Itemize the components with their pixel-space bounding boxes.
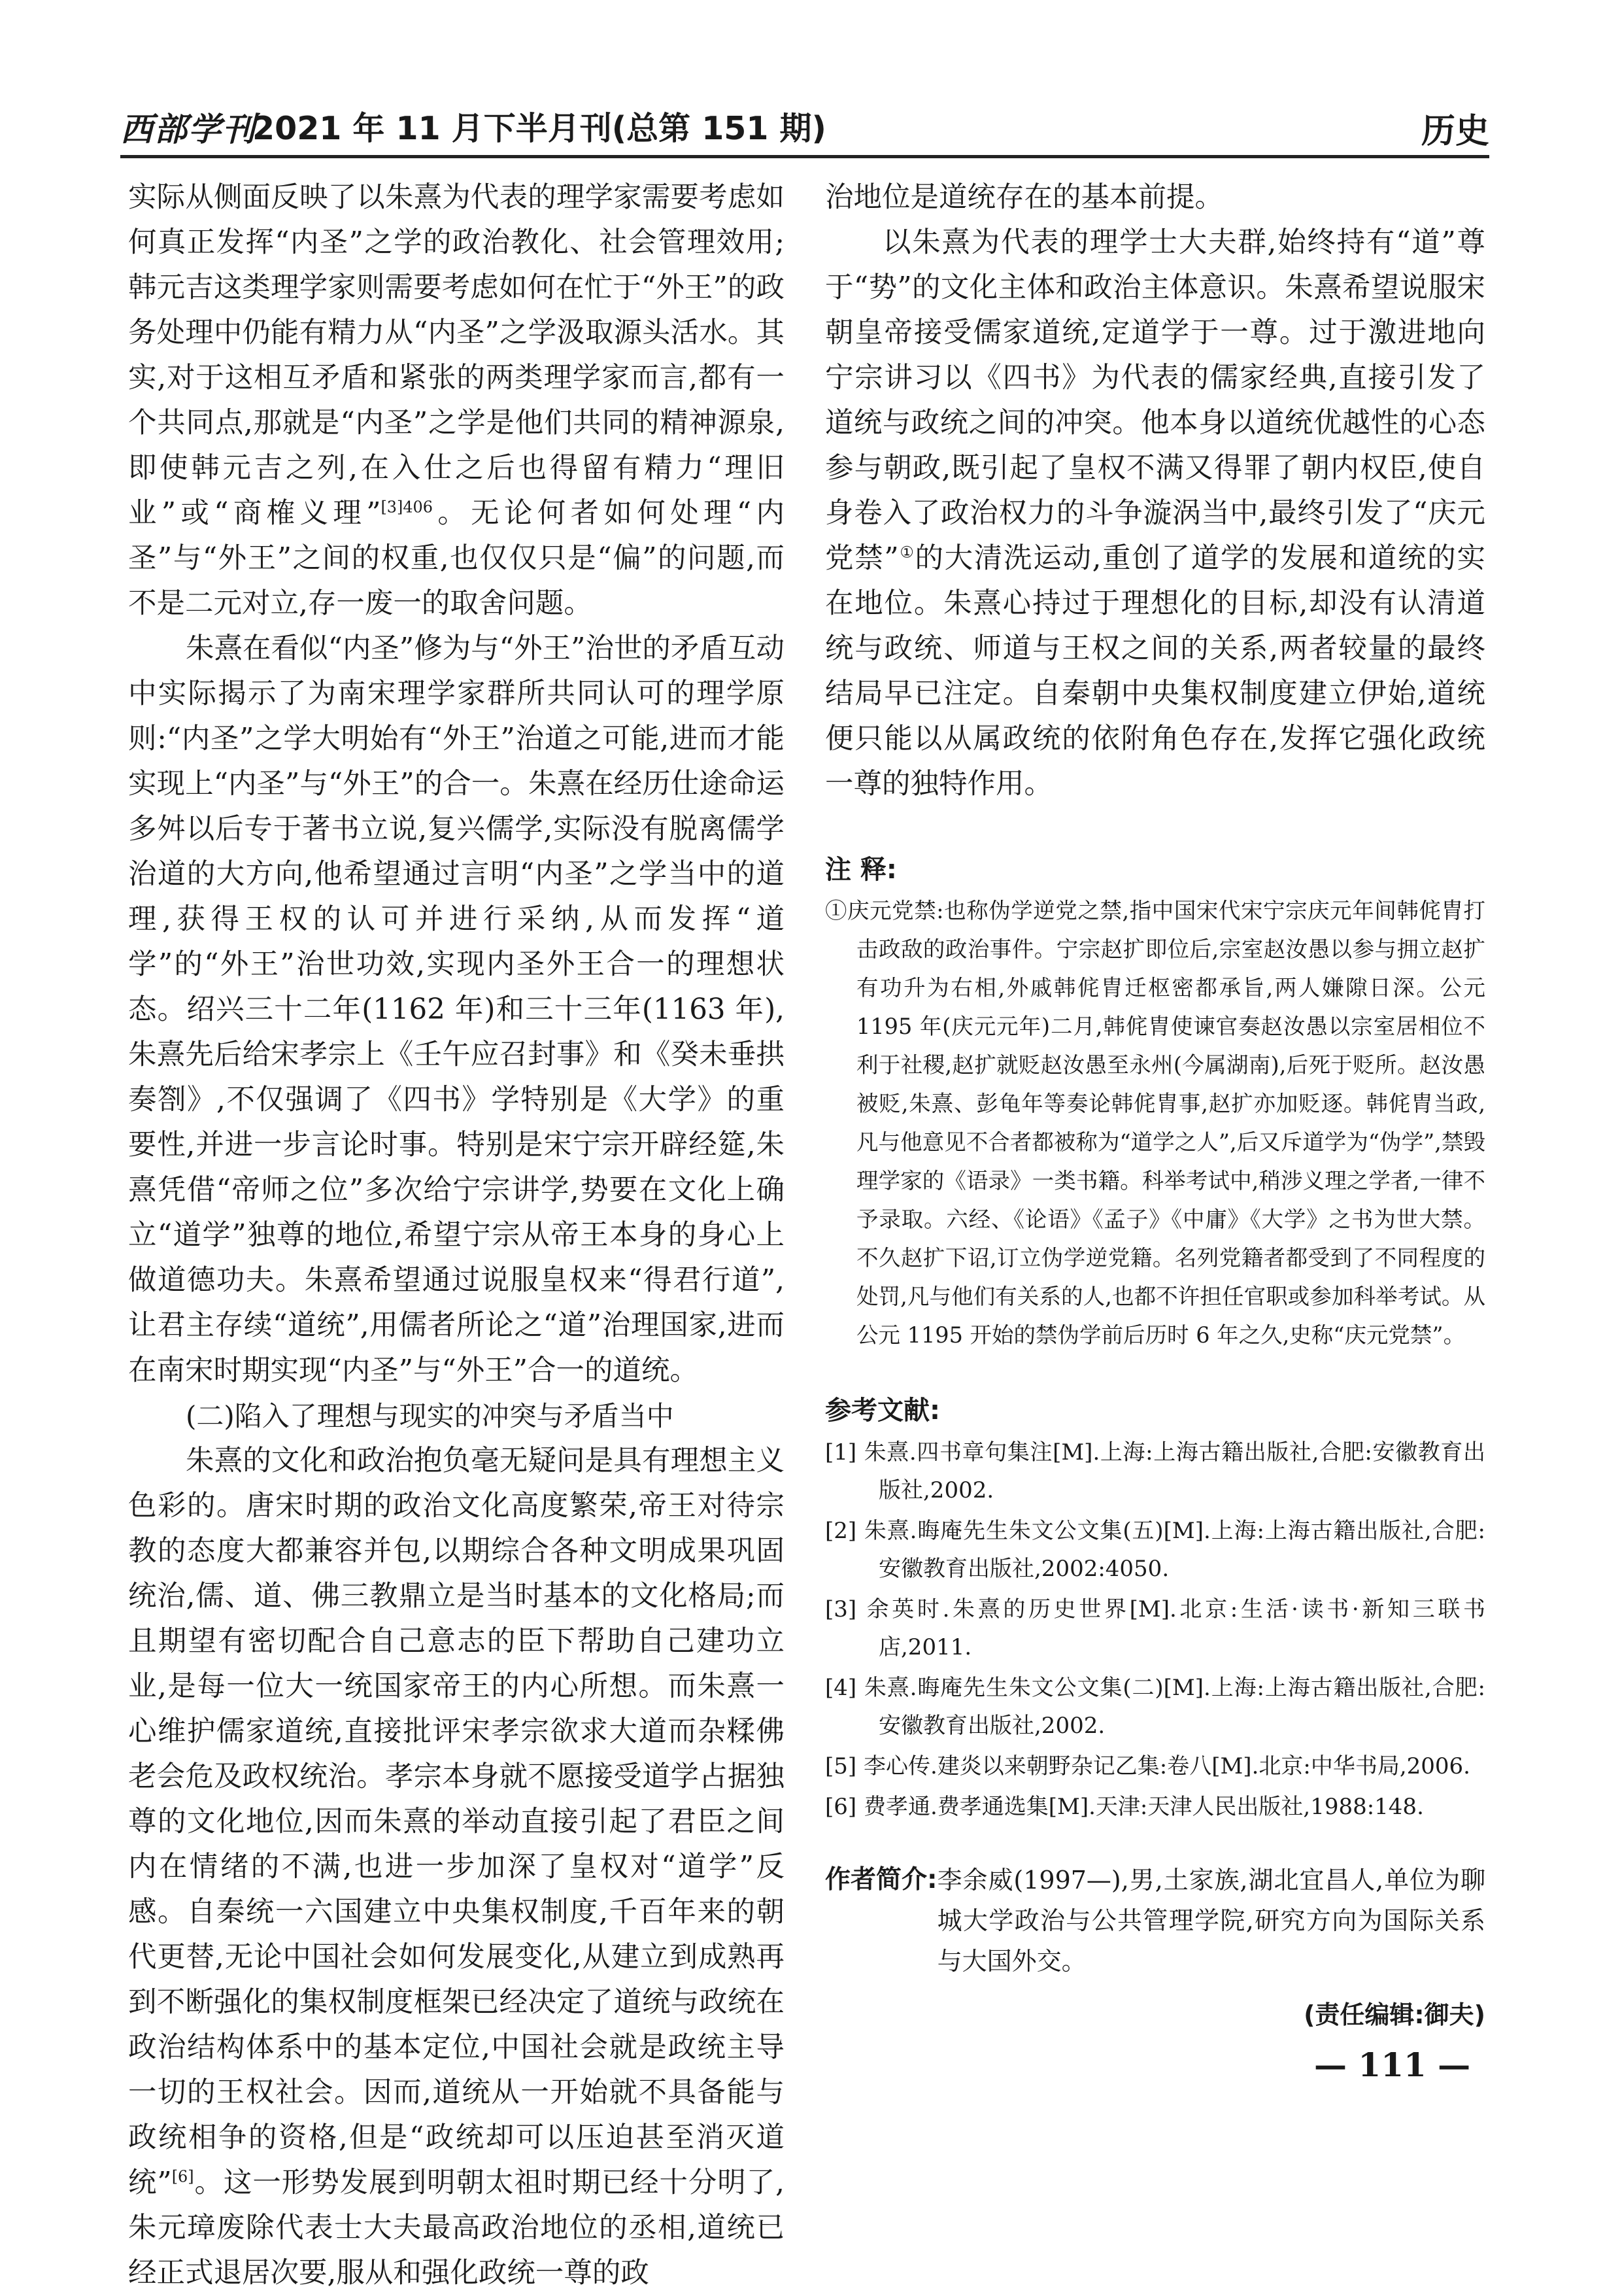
reference-item: [2] 朱熹.晦庵先生朱文公文集(五)[M].上海:上海古籍出版社,合肥:安徽教育出版社,2002:4050.: [825, 1518, 1485, 1582]
paragraph-text: 。这一形势发展到明朝太祖时期已经十分明了,朱元璋废除代表士大夫最高政治地位的丞相,道统已经正式退居次要,服从和强化政统一尊的政: [128, 2167, 785, 2289]
right-column: [825, 175, 1485, 2030]
section-name: 历史: [1421, 112, 1489, 151]
page-number: — 111 —: [1314, 2046, 1471, 2084]
author-bio: [825, 1860, 1485, 1981]
references-section: [825, 1390, 1485, 1826]
editor-credit: (责任编辑:御夫): [1304, 2000, 1485, 2029]
notes-title: 注 释:: [825, 855, 897, 885]
page-header: [120, 98, 1489, 149]
reference-item: [6] 费孝通.费孝通选集[M].天津:天津人民出版社,1988:148.: [825, 1794, 1424, 1820]
author-bio-text: 李余威(1997—),男,土家族,湖北宜昌人,单位为聊城大学政治与公共管理学院,研究方向为国际关系与大国外交。: [937, 1866, 1485, 1976]
citation-mark: [6]: [171, 2167, 194, 2186]
footnote: ①庆元党禁:也称伪学逆党之禁,指中国宋代宋宁宗庆元年间韩侂胄打击政敌的政治事件。宁宗赵扩即位后,宗室赵汝愚以参与拥立赵扩有功升为右相,外戚韩侂胄迁枢密都承旨,两人嫌隙日深。公元 1195 年(庆元元年)二月,韩侂胄使谏官奏赵汝愚以宗室居相位不利于社稷,赵扩就贬赵汝愚至永州(今属湖南),后死于贬所。赵汝愚被贬,朱熹、彭龟年等奏论韩侂胄事,赵扩亦加贬逐。韩侂胄当政,凡与他意见不合者都被称为“道学之人”,后又斥道学为“伪学”,禁毁理学家的《语录》一类书籍。科举考试中,稍涉义理之学者,一律不予录取。六经、《论语》《孟子》《中庸》《大学》之书为世大禁。不久赵扩下诏,订立伪学逆党籍。名列党籍者都受到了不同程度的处罚,凡与他们有关系的人,也都不许担任官职或参加科举考试。从公元 1195 开始的禁伪学前后历时 6 年之久,史称“庆元党禁”。: [825, 898, 1485, 1348]
footnote-mark: ①: [898, 543, 915, 562]
reference-item: [5] 李心传.建炎以来朝野杂记乙集:卷八[M].北京:中华书局,2006.: [825, 1753, 1470, 1779]
paragraph-text: 朱熹的文化和政治抱负毫无疑问是具有理想主义色彩的。唐宋时期的政治文化高度繁荣,帝王对待宗教的态度大都兼容并包,以期综合各种文明成果巩固统治,儒、道、佛三教鼎立是当时基本的文化格局;而且期望有密切配合自己意志的臣下帮助自己建功立业,是每一位大一统国家帝王的内心所想。而朱熹一心维护儒家道统,直接批评宋孝宗欲求大道而杂糅佛老会危及政权统治。孝宗本身就不愿接受道学占据独尊的文化地位,因而朱熹的举动直接引起了君臣之间内在情绪的不满,也进一步加深了皇权对“道学”反感。自秦统一六国建立中央集权制度,千百年来的朝代更替,无论中国社会如何发展变化,从建立到成熟再到不断强化的集权制度框架已经决定了道统与政统在政治结构体系中的基本定位,中国社会就是政统主导一切的王权社会。因而,道统从一开始就不具备能与政统相争的资格,但是“政统却可以压迫甚至消灭道统”: [128, 1445, 785, 2199]
paragraph-text: 。无论何者如何处理“内圣”与“外王”之间的权重,也仅仅只是“偏”的问题,而不是二元对立,存一废一的取舍问题。: [128, 497, 785, 620]
reference-item: [1] 朱熹.四书章句集注[M].上海:上海古籍出版社,合肥:安徽教育出版社,2002.: [825, 1439, 1485, 1503]
notes-section: [825, 849, 1485, 1354]
author-bio-label: 作者简介:: [825, 1865, 938, 1894]
paragraph: [128, 175, 785, 626]
subsection-heading: (二)陷入了理想与现实的冲突与矛盾当中: [186, 1400, 674, 1432]
paragraph-text: 以朱熹为代表的理学士大夫群,始终持有“道”尊于“势”的文化主体和政治主体意识。朱熹希望说服宋朝皇帝接受儒家道统,定道学于一尊。过于激进地向宁宗讲习以《四书》为代表的儒家经典,直接引发了道统与政统之间的冲突。他本身以道统优越性的心态参与朝政,既引起了皇权不满又得罪了朝内权臣,使自身卷入了政治权力的斗争漩涡当中,最终引发了“庆元党禁”: [825, 226, 1485, 575]
journal-logo: 西部学刊: [120, 110, 256, 148]
reference-item: [3] 余英时.朱熹的历史世界[M].北京:生活·读书·新知三联书店,2011.: [825, 1596, 1485, 1660]
journal-issue: 2021 年 11 月下半月刊(总第 151 期): [252, 110, 826, 147]
reference-list: [825, 1433, 1485, 1826]
left-column: [128, 175, 785, 2296]
paragraph-text: 实际从侧面反映了以朱熹为代表的理学家需要考虑如何真正发挥“内圣”之学的政治教化、社会管理效用;韩元吉这类理学家则需要考虑如何在忙于“外王”的政务处理中仍能有精力从“内圣”之学汲取源头活水。其实,对于这相互矛盾和紧张的两类理学家而言,都有一个共同点,那就是“内圣”之学是他们共同的精神源泉,即使韩元吉之列,在入仕之后也得留有精力“理旧业”或“商榷义理”: [128, 181, 785, 530]
paragraph: [128, 1439, 785, 2296]
paragraph: 朱熹在看似“内圣”修为与“外王”治世的矛盾互动中实际揭示了为南宋理学家群所共同认可的理学原则:“内圣”之学大明始有“外王”治道之可能,进而才能实现上“内圣”与“外王”的合一。朱熹在经历仕途命运多舛以后专于著书立说,复兴儒学,实际没有脱离儒学治道的大方向,他希望通过言明“内圣”之学当中的道理,获得王权的认可并进行采纳,从而发挥“道学”的“外王”治世功效,实现内圣外王合一的理想状态。绍兴三十二年(1162 年)和三十三年(1163 年),朱熹先后给宋孝宗上《壬午应召封事》和《癸未垂拱奏劄》,不仅强调了《四书》学特别是《大学》的重要性,并进一步言论时事。特别是宋宁宗开辟经筵,朱熹凭借“帝师之位”多次给宁宗讲学,势要在文化上确立“道学”独尊的地位,希望宁宗从帝王本身的身心上做道德功夫。朱熹希望通过说服皇权来“得君行道”,让君主存续“道统”,用儒者所论之“道”治理国家,进而在南宋时期实现“内圣”与“外王”合一的道统。: [128, 632, 785, 1387]
paragraph-text: 的大清洗运动,重创了道学的发展和道统的实在地位。朱熹心持过于理想化的目标,却没有认清道统与政统、师道与王权之间的关系,两者较量的最终结局早已注定。自秦朝中央集权制度建立伊始,道统便只能以从属政统的依附角色存在,发挥它强化政统一尊的独特作用。: [825, 542, 1485, 800]
references-title: 参考文献:: [825, 1396, 940, 1426]
paragraph: [825, 220, 1485, 807]
paragraph: 治地位是道统存在的基本前提。: [825, 181, 1223, 214]
header-divider: [120, 155, 1489, 158]
reference-item: [4] 朱熹.晦庵先生朱文公文集(二)[M].上海:上海古籍出版社,合肥:安徽教育出版社,2002.: [825, 1675, 1485, 1739]
citation-mark: [3]406: [380, 498, 433, 517]
